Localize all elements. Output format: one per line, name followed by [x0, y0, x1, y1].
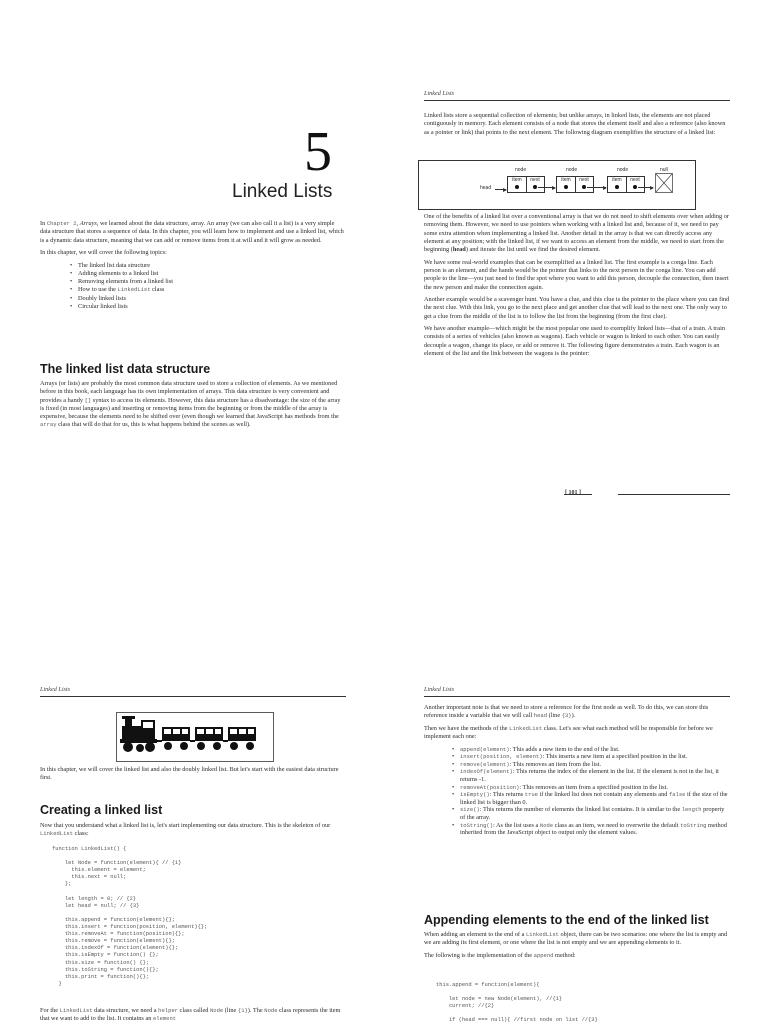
- list-node: item next: [556, 176, 594, 193]
- page-body-bottom: [424, 213, 730, 363]
- page-101: [384, 0, 768, 512]
- header-rule: [424, 696, 730, 697]
- code-block: function LinkedList() { let Node = function(element){ // {1} this.element = element; this.next = null; }; let length = 0; // {2} let head = null; // {3} this.append = function(element){}; this.insert = function(position, element){}; this.removeAt = function(position){}; this.remove = function(element){}; this.indexOf = function(element){}; this.isEmpty = function() {}; this.size = function() {}; this.toString = function(){}; this.print = function(){}; }: [52, 846, 208, 987]
- page-body: [424, 704, 730, 837]
- item-dot: [564, 185, 568, 189]
- item-dot: [615, 185, 619, 189]
- next-arrow: [638, 187, 653, 188]
- list-item: • indexOf(element): This returns the index of the element in the list. If the element is not in the list, it returns -1.: [452, 768, 730, 783]
- next-dot: [582, 185, 586, 189]
- list-node: item next: [507, 176, 545, 193]
- running-head: Linked Lists: [424, 90, 455, 97]
- running-head: Linked Lists: [424, 686, 455, 693]
- list-item: • remove(element): This removes an item from the list.: [452, 761, 730, 769]
- head-arrow: [495, 189, 506, 190]
- section-body: [40, 380, 346, 434]
- header-rule: [424, 100, 730, 101]
- intro-paragraph: In Chapter 2, Arrays, we learned about the data structure, array. An array (we can also call it a list) is a very simple data structure that stores a sequence of data. In this chapter, you will learn how to implement and use a linked list, which is a dynamic data structure, meaning that we can add or remove items from it at will and it will grow as needed.: [40, 220, 344, 244]
- list-item: • insert(position, element): This inserts a new item at a specified position in the list.: [452, 753, 730, 761]
- page-body: [424, 931, 730, 964]
- list-item: • size(): This returns the number of elements the linked list contains. It is similar to the length property of the array.: [452, 806, 730, 821]
- train-illustration: [116, 712, 274, 762]
- footer-rule-right: [618, 494, 730, 495]
- section-heading: The linked list data structure: [40, 362, 211, 376]
- list-item: • Adding elements to a linked list: [70, 270, 346, 278]
- body-paragraph: Then we have the methods of the LinkedList class. Let's see what each method will be responsible for before we implement each one:: [424, 724, 713, 741]
- topics-intro: In this chapter, we will cover the following topics:: [40, 249, 167, 257]
- list-item: • How to use the LinkedList class: [70, 286, 346, 294]
- next-dot: [533, 185, 537, 189]
- head-label: head: [480, 185, 492, 191]
- body-paragraph: Now that you understand what a linked list is, let's start implementing our data structure. This is the skeleton of our LinkedList class:: [40, 822, 331, 838]
- linked-list-diagram: [418, 160, 696, 210]
- page-chapter-opening: [0, 0, 384, 512]
- node-label: node: [617, 167, 629, 173]
- list-item: • isEmpty(): This returns true if the linked list does not contain any elements and false if the size of the linked list is bigger than 0.: [452, 791, 730, 806]
- body-paragraph: One of the benefits of a linked list over a conventional array is that we do not need to shift elements over when adding or removing them. However, we need to use pointers when working with a linked list and, because of it, we need to pay some extra attention when implementing a linked list. Another detail in the array is that we can directly access any element at any position; with the linked list, if we want to access an element from the middle, we need to start from the beginning (head) and iterate the list until we find the desired element.: [424, 213, 729, 254]
- section-heading: Creating a linked list: [40, 803, 163, 817]
- list-node: item next: [607, 176, 645, 193]
- list-item: • Doubly linked lists: [70, 295, 346, 303]
- list-item: • Removing elements from a linked list: [70, 278, 346, 286]
- list-item: • removeAt(position): This removes an item from a specified position in the list.: [452, 784, 730, 792]
- page-train: [0, 512, 384, 1024]
- page-body: [40, 822, 346, 843]
- body-paragraph: Another important note is that we need to store a reference for the first node as well. To do this, we can store this reference inside a variable that we will call head (line {3}).: [424, 704, 709, 720]
- page-number: [ 101 ]: [565, 490, 581, 496]
- header-rule: [40, 696, 346, 697]
- topics-list: [70, 262, 346, 312]
- node-label: node: [515, 167, 527, 173]
- null-box: [655, 173, 673, 193]
- item-dot: [515, 185, 519, 189]
- body-paragraph: In this chapter, we will cover the linked list and also the doubly linked list. But let's start with the easiest data structure first.: [40, 766, 339, 782]
- body-paragraph: Another example would be a scavenger hunt. You have a clue, and this clue is the pointer to the place where you can find the next clue. With this link, you go to the next place and get another clue that will lead to the next one. The only way to get a clue from the middle of the list is to follow the list from the beginning (from the first clue).: [424, 296, 730, 320]
- body-paragraph: When adding an element to the end of a LinkedList object, there can be two scenarios: one where the list is empty and we are adding its first element, or one where the list is not empty and we are appending elements to it.: [424, 931, 728, 947]
- list-item: • append(element): This adds a new item to the end of the list.: [452, 746, 730, 754]
- list-item: • Circular linked lists: [70, 303, 346, 311]
- body-paragraph: We have another example—which might be the most popular one used to exemplify linked lists—that of a train. A train consists of a series of vehicles (also known as wagons). Each vehicle or wagon is linked to each other. You can easily decouple a wagon, change its place, or add or remove it. The following figure demonstrates a train. Each wagon is an element of the list and the link between the wagons is the pointer:: [424, 325, 725, 358]
- body-paragraph: We have some real-world examples that can be exemplified as a linked list. The first example is a conga line. Each person is an element, and the hands would be the pointer that links to the next person in the conga line. You can add people to the line—you just need to find the spot where you want to add this person, decouple the connection, then insert the new person and make the connection again.: [424, 258, 729, 291]
- chapter-intro: [40, 220, 346, 311]
- body-paragraph: The following is the implementation of the append method:: [424, 951, 576, 959]
- next-arrow: [538, 187, 555, 188]
- body-paragraph: Linked lists store a sequential collection of elements; but unlike arrays, in linked lists, the elements are not placed contiguously in memory. Each element consists of a node that stores the element itself and also a reference (also known as a pointer or link) that points to the next element. The following diagram exemplifies the structure of a linked list:: [424, 112, 726, 136]
- body-paragraph: Arrays (or lists) are probably the most common data structure used to store a collection of elements. As we mentioned before in this book, each language has its own implementation of arrays. This data structure is very convenient and provides a handy [] syntax to access its elements. However, this data structure has a disadvantage: the size of the array is fixed (in most languages) and inserting or removing items from the beginning or from the middle of the array is expensive, because the elements need to be shifted over (even though we learned that JavaScript has methods from the array class that will do that for us, this is what happens behind the scenes as well).: [40, 380, 341, 429]
- methods-list: [452, 746, 730, 837]
- body-paragraph: For the LinkedList data structure, we need a helper class called Node (line {1}). The Node class represents the item that we want to add to the list. It contains an element: [40, 1007, 341, 1023]
- code-block: this.append = function(element){ let node = new Node(element), //{1} current; //{2} if (head === null){ //first node on list //{3}: [436, 982, 598, 1024]
- page-body: [40, 766, 346, 787]
- list-item: • The linked list data structure: [70, 262, 346, 270]
- next-arrow: [587, 187, 606, 188]
- page-body: [40, 1007, 346, 1024]
- next-dot: [633, 185, 637, 189]
- page-methods: [384, 512, 768, 1024]
- page-body-top: [424, 112, 730, 141]
- list-item: • toString(): As the list uses a Node class as an item, we need to overwrite the default toString method inherited from the JavaScript object to output only the element values.: [452, 822, 730, 837]
- chapter-title: Linked Lists: [232, 181, 333, 202]
- section-heading: Appending elements to the end of the linked list: [424, 913, 709, 927]
- node-label: node: [566, 167, 578, 173]
- running-head: Linked Lists: [40, 686, 71, 693]
- chapter-number: 5: [304, 121, 332, 183]
- null-label: null: [660, 167, 668, 173]
